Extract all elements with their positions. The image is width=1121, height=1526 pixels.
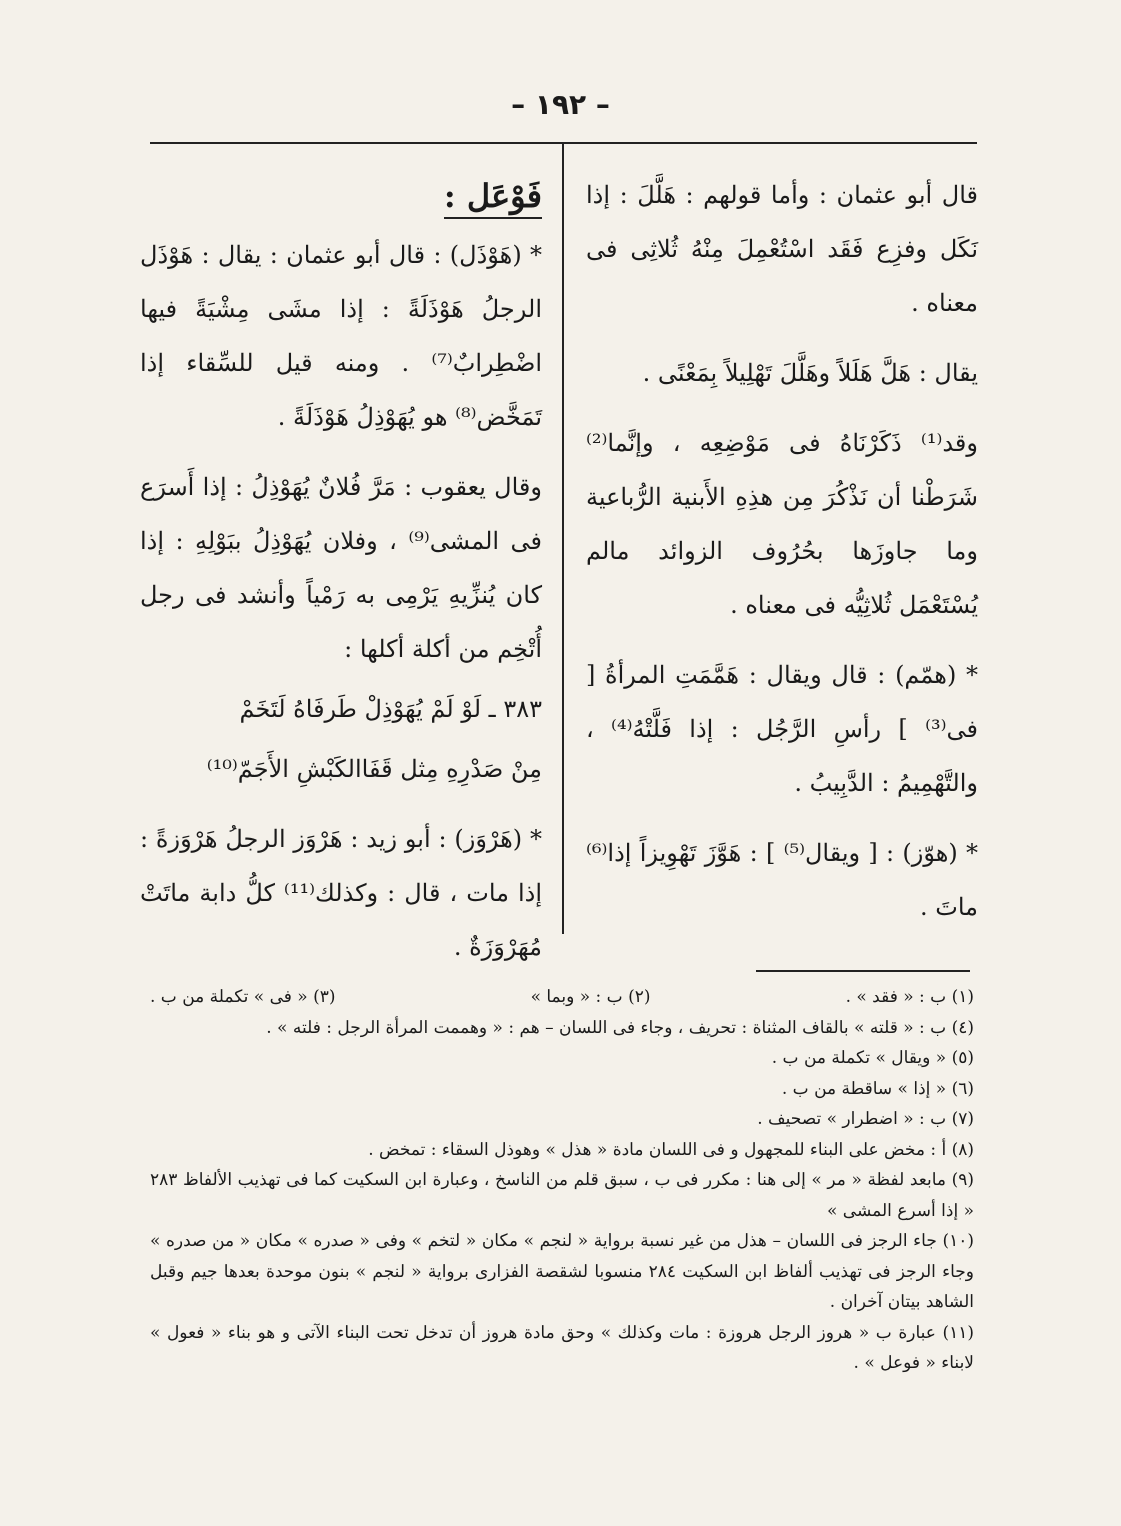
footnote: (١٠) جاء الرجز فى اللسان – هذل من غير نسبة برواية « لنجم » مكان « لتخم » وفى « صدره » مكان « من صدره » وجاء الرجز فى تهذيب ألفاظ ابن السكيت ٢٨٤ منسوبا لشقصة الفزارى برواية « لنجم » بنون موحدة بعدها جيم وقبل الشاهد بيتان آخران . — [150, 1231, 974, 1312]
footnote: (٢) ب : « وبما » — [530, 987, 651, 1007]
footnote: (٦) « إذا » ساقطة من ب . — [781, 1078, 974, 1099]
page-number: – ١٩٢ – — [511, 88, 610, 121]
footnote: (٣) « فى » تكملة من ب . — [150, 987, 336, 1007]
entry-paragraph: * (هَرْوَز) : أبو زيد : هَرْوَز الرجلُ هَرْوَزةً : إذا مات ، قال : وكذلك⁽¹¹⁾ كلُّ دابة ماتَتْ مُهَرْوَزَةٌ . — [140, 825, 543, 961]
section-title — [140, 168, 542, 224]
footnote: (٩) مابعد لفظة « مر » إلى هنا : مكرر فى ب ، سبق قلم من الناسخ ، وعبارة ابن السكيت كما فى تهذيب الألفاظ ٢٨٣ « إذا أسرع المشى » — [150, 1170, 974, 1221]
footnote: (٤) ب : « قلته » بالقاف المثناة : تحريف ، وجاء فى اللسان – هم : « وهممت المرأة الرجل : فلته » . — [266, 1017, 974, 1038]
entry-paragraph: * (همّم) : قال ويقال : هَمَّمَتِ المرأةُ [ فى⁽³⁾ ] رأسِ الرَّجُل : إذا فَلَّتْهُ⁽⁴⁾ ، والتَّهْمِيمُ : الدَّبِيبُ . — [586, 661, 978, 797]
column-divider — [562, 144, 564, 934]
footnote: (٨) أ : مخض على البناء للمجهول و فى اللسان مادة « هذل » وهوذل السقاء : تمخض . — [368, 1139, 974, 1160]
footnotes — [150, 982, 974, 1379]
paragraph: وقال يعقوب : مَرَّ فُلانٌ يُهَوْذِلُ : إذا أَسرَع فى المشى⁽⁹⁾ ، وفلان يُهَوْذِلُ ببَوْلِهِ : إذا كان يُنزِّيهِ يَرْمِى به رَمْياً وأنشد فى رجل أُتْخِم من أكلة أكلها : — [140, 473, 542, 663]
section-title-text: فَوْعَل : — [444, 177, 542, 219]
paragraph: يقال : هَلَّ هَلَلاً وهَلَّلَ تَهْلِيلاً بِمَعْنًى . — [642, 359, 978, 387]
verse-line: ٣٨٣ ـ لَوْ لَمْ يُهَوْذِلْ طَرفَاهُ لَتَخَمْ — [239, 695, 542, 723]
verse-line: مِنْ صَدْرِهِ مِثل قَفَاالكَبْشِ الأَجَمّ⁽¹⁰⁾ — [206, 755, 542, 783]
paragraph: وقد⁽¹⁾ ذَكَرْنَاهُ فى مَوْضِعِه ، وإنَّما⁽²⁾ شَرَطْنا أن نَذْكُرَ مِن هذِهِ الأَبنية الرُّباعية وما جاوزَها بحُرُوف الزوائد مالم يُسْتَعْمَل ثُلاثِيُّه فى معناه . — [586, 429, 978, 619]
right-column — [586, 168, 978, 940]
footnote: (٥) « ويقال » تكملة من ب . — [771, 1048, 974, 1068]
left-column — [140, 168, 542, 980]
footnote-row — [150, 982, 974, 1013]
entry-paragraph: * (هَوْذَل) : قال أبو عثمان : يقال : هَوْذَل الرجلُ هَوْذَلَةً : إذا مشَى مِشْيَةً فيها اضْطِرابٌ⁽⁷⁾ . ومنه قيل للسِّقاء إذا تَمَخَّض⁽⁸⁾ هو يُهَوْذِلُ هَوْذَلَةً . — [140, 241, 542, 431]
footnote: (٧) ب : « اضطرار » تصحيف . — [757, 1109, 974, 1129]
footnote: (١) ب : « فقد » . — [845, 987, 974, 1007]
entry-paragraph: * (هوّز) : [ ويقال⁽⁵⁾ ] : هَوَّزَ تَهْوِيزاً إذا⁽⁶⁾ ماتَ . — [586, 839, 979, 921]
paragraph: قال أبو عثمان : وأما قولهم : هَلَّلَ : إذا نَكَل وفزِع فَقَد اسْتُعْمِلَ مِنْهُ ثُلاثِى فى معناه . — [586, 181, 978, 317]
footnote-rule — [756, 970, 970, 972]
footnote: (١١) عبارة ب « هروز الرجل هروزة : مات وكذلك » وحق مادة هروز أن تدخل تحت البناء الآتى و هو بناء « فعول » لابناء « فوعل » . — [150, 1322, 974, 1373]
